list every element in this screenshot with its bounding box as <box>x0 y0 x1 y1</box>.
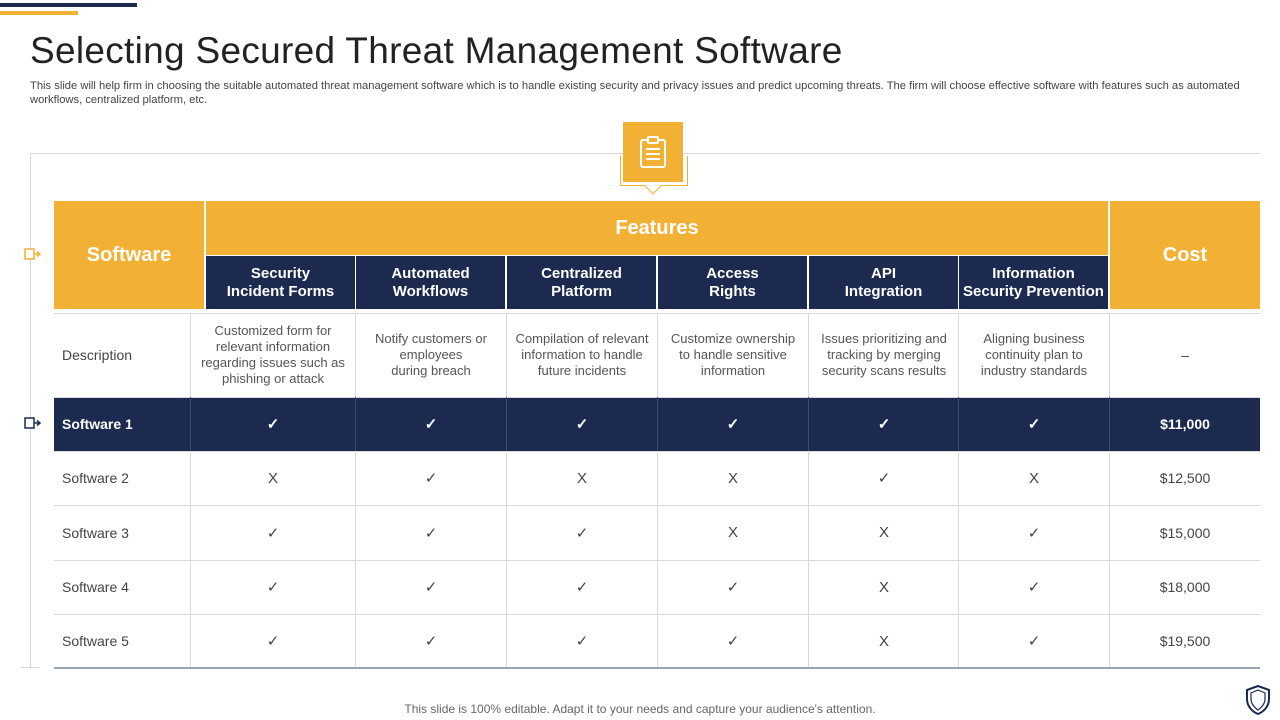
top-accent-bar-navy <box>0 3 137 7</box>
software-name: Software 5 <box>62 633 129 649</box>
cross-mark: X <box>576 469 587 487</box>
check-mark: ✓ <box>575 524 589 542</box>
software-cost: $18,000 <box>1159 579 1211 595</box>
check-mark: ✓ <box>424 416 438 433</box>
cross-mark: X <box>727 524 738 541</box>
cross-mark: X <box>727 469 738 487</box>
shield-icon <box>1244 684 1272 716</box>
description-line: information <box>700 363 766 378</box>
frame-foot-line <box>20 667 40 668</box>
check-mark: ✓ <box>424 633 438 650</box>
feature-header-line: Workflows <box>392 282 469 300</box>
software-name: Software 3 <box>62 524 129 541</box>
feature-header-line: Security <box>250 264 311 282</box>
description-line: Customize ownership <box>670 331 796 346</box>
feature-header-line: Access <box>706 264 759 282</box>
feature-header-line: Platform <box>551 282 612 300</box>
description-line: to handle sensitive <box>679 347 787 362</box>
description-line: Compilation of relevant <box>515 331 649 346</box>
feature-header <box>206 256 355 309</box>
feature-header <box>809 256 958 309</box>
features-header: Features <box>206 201 1108 255</box>
arrow-marker-icon <box>24 248 42 260</box>
software-cost: $11,000 <box>1160 416 1210 432</box>
check-mark: ✓ <box>266 579 280 596</box>
table-row <box>54 614 1260 668</box>
description-line: information to handle <box>521 347 643 362</box>
software-cost: $15,000 <box>1159 524 1211 541</box>
table-row <box>54 451 1260 505</box>
cross-mark: X <box>267 469 278 487</box>
description-line: relevant information <box>215 339 331 354</box>
check-mark: ✓ <box>575 416 589 433</box>
cross-mark: X <box>878 632 889 650</box>
check-mark: ✓ <box>424 470 438 487</box>
clipboard-badge <box>620 122 688 188</box>
check-mark: ✓ <box>424 524 438 542</box>
page-subtitle: This slide will help firm in choosing the suitable automated threat management software which is to handle existing security and privacy issues and predict upcoming threats. The firm will choose effective software with features such as automated workflows, centralized platform, etc. <box>30 80 1240 106</box>
description-line: continuity plan to <box>985 347 1083 362</box>
feature-description <box>959 313 1109 397</box>
arrow-marker-icon <box>24 417 42 429</box>
description-line: employees <box>399 347 463 362</box>
check-mark: ✓ <box>1027 579 1041 596</box>
table-row <box>54 560 1260 614</box>
feature-description <box>658 313 808 397</box>
check-mark: ✓ <box>266 416 280 433</box>
check-mark: ✓ <box>424 579 438 596</box>
feature-header <box>507 256 656 309</box>
check-mark: ✓ <box>877 470 891 487</box>
description-line: during breach <box>391 363 471 378</box>
feature-description <box>191 313 355 397</box>
software-cost: $12,500 <box>1159 470 1211 486</box>
description-line: future incidents <box>537 363 627 378</box>
check-mark: ✓ <box>1027 524 1041 542</box>
check-mark: ✓ <box>575 633 589 650</box>
feature-header-line: API <box>870 264 896 282</box>
feature-header <box>959 256 1108 309</box>
feature-description <box>809 313 959 397</box>
frame-left-line <box>30 153 31 667</box>
check-mark: ✓ <box>575 579 589 596</box>
cross-mark: X <box>1028 469 1039 487</box>
cross-mark: X <box>878 578 889 596</box>
feature-description <box>507 313 657 397</box>
check-mark: ✓ <box>1027 416 1041 433</box>
software-cost: $19,500 <box>1159 633 1211 649</box>
feature-header-line: Incident Forms <box>226 282 335 300</box>
description-line: Aligning business <box>983 331 1085 346</box>
feature-header-line: Centralized <box>541 264 622 282</box>
feature-header-line: Security Prevention <box>963 282 1104 300</box>
software-header: Software <box>54 201 204 309</box>
description-line: Issues prioritizing and <box>821 331 947 346</box>
page-title: Selecting Secured Threat Management Software <box>30 30 843 71</box>
check-mark: ✓ <box>726 579 740 596</box>
description-line: industry standards <box>980 363 1088 378</box>
description-row <box>54 313 1260 397</box>
cost-header: Cost <box>1110 201 1260 309</box>
check-mark: ✓ <box>877 416 891 433</box>
feature-header <box>356 256 505 309</box>
description-line: tracking by merging <box>827 347 941 362</box>
table-row <box>54 397 1260 451</box>
table-bottom-line <box>54 667 1260 669</box>
description-line: security scans results <box>821 363 947 378</box>
description-cost: – <box>1181 347 1189 363</box>
table-row <box>54 505 1260 560</box>
cross-mark: X <box>878 524 889 541</box>
check-mark: ✓ <box>726 633 740 650</box>
software-name: Software 2 <box>62 470 129 486</box>
feature-description <box>356 313 506 397</box>
description-line: Customized form for <box>214 323 332 338</box>
software-name: Software 1 <box>62 416 133 432</box>
badge-background <box>623 122 683 182</box>
check-mark: ✓ <box>726 416 740 433</box>
feature-header <box>658 256 807 309</box>
description-line: phishing or attack <box>222 371 324 386</box>
software-name: Software 4 <box>62 579 129 595</box>
feature-header-line: Integration <box>844 282 923 300</box>
feature-header-line: Automated <box>391 264 470 282</box>
feature-header-line: Information <box>992 264 1075 282</box>
clipboard-icon <box>638 135 668 169</box>
description-line: regarding issues such as <box>201 355 345 370</box>
description-label: Description <box>62 347 133 363</box>
feature-header-line: Rights <box>709 282 756 300</box>
check-mark: ✓ <box>266 524 280 542</box>
check-mark: ✓ <box>1027 633 1041 650</box>
description-line: Notify customers or <box>375 331 487 346</box>
top-accent-bar-gold <box>0 11 78 15</box>
check-mark: ✓ <box>266 633 280 650</box>
footer-note: This slide is 100% editable. Adapt it to your needs and capture your audience's attention. <box>404 702 876 716</box>
